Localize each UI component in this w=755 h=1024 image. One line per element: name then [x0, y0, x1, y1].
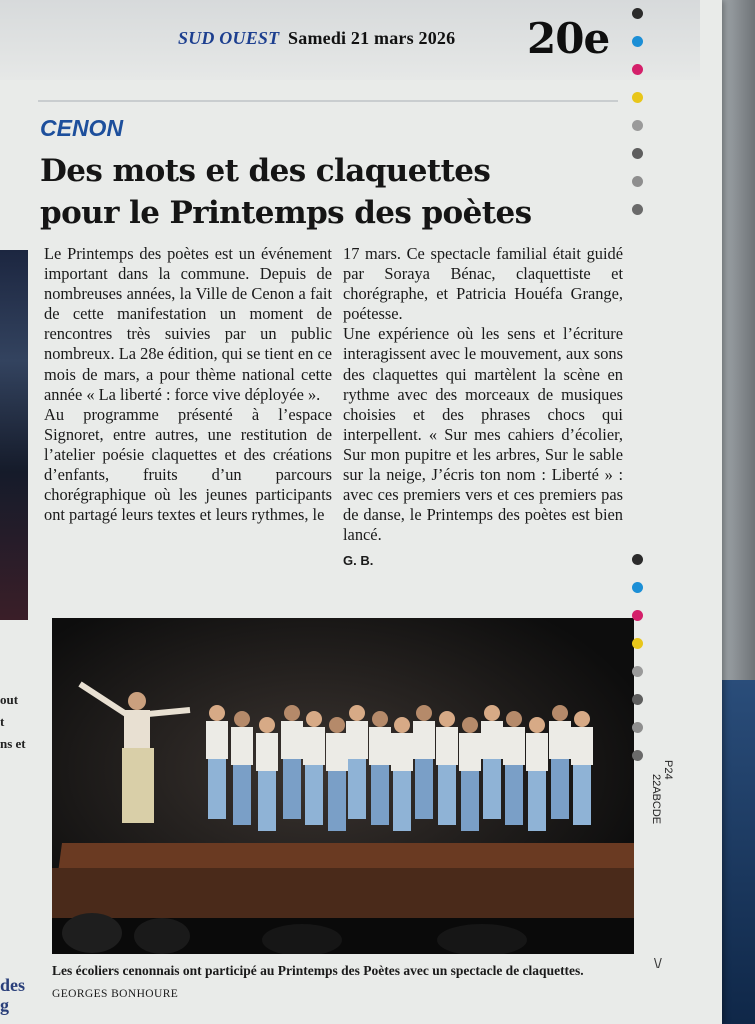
performer-child [346, 705, 368, 819]
register-dot [632, 204, 643, 215]
performer-child [303, 711, 325, 825]
paragraph: Le Printemps des poètes est un événement important dans la commune. Depuis de nombreuses années, la Ville de Cenon a fait de cette manifestation un moment de rencontres très suivies par un public nombreux. La 28e édition, qui se tient en ce mois de mars, a pour thème national cette année « La liberté : force vive déployée ». [44, 244, 332, 404]
byline: G. B. [343, 553, 374, 569]
register-dot [632, 554, 643, 565]
register-dot [632, 92, 643, 103]
adjacent-text-fragment: t [0, 714, 5, 729]
plate-codes [650, 760, 674, 824]
performer-child [369, 711, 391, 825]
adjacent-text-fragment: out [0, 692, 19, 707]
paper-name: SUD OUEST [178, 28, 280, 48]
register-dot [632, 638, 643, 649]
performer-child [481, 705, 503, 819]
register-dot [632, 120, 643, 131]
performer-child [256, 717, 278, 831]
performer-child [281, 705, 303, 819]
adjacent-text-fragment: ns et [0, 736, 26, 751]
register-dot [632, 36, 643, 47]
register-dots-bottom [632, 554, 643, 778]
page-number: 20e [527, 14, 610, 63]
performer-child [549, 705, 571, 819]
stage-photo [52, 618, 634, 954]
article-column-2 [343, 244, 623, 572]
performer-child [459, 717, 481, 831]
adjacent-text-fragment: des [0, 975, 26, 995]
performer-child [436, 711, 458, 825]
masthead [178, 28, 455, 49]
performer-child [413, 705, 435, 819]
paragraph: Au programme présenté à l’espace Signoret, entre autres, une restitution de l’atelier poésie claquettes et des créations d’enfants, fruits d’un parcours chorégraphique où les jeunes participants ont partagé leurs textes et leurs rythmes, le [44, 404, 332, 525]
article-column-1 [44, 244, 332, 525]
headline-line-1: Des mots et des claquettes [40, 153, 491, 189]
adjacent-text-fragment: g [0, 995, 9, 1015]
register-dots-top [632, 8, 643, 232]
register-dot [632, 582, 643, 593]
register-dot [632, 176, 643, 187]
paragraph: Une expérience où les sens et l’écriture interagissent avec le mouvement, aux sons des claquettes qui martèlent la scène en rythme avec des morceaux de musiques choisies et des phrases chocs qui interpellent. « Sur mes cahiers d’écolier, Sur mon pupitre et les arbres, Sur le sable sur la neige, J’écris ton nom : Liberté » : avec ces premiers vers et ces premiers pas de danse, le Printemps des poètes est bien lancé. [343, 324, 623, 545]
adjacent-article-photo [0, 250, 28, 620]
photo-caption [52, 960, 622, 1005]
paragraph: 17 mars. Ce spectacle familial était guidé par Soraya Bénac, claquettiste et chorégraphe, et Patricia Houéfa Grange, poétesse. [343, 244, 623, 324]
register-dot [632, 694, 643, 705]
photo-credit: GEORGES BONHOURE [52, 988, 179, 1000]
plate-code: 22ABCDE [650, 774, 662, 825]
register-dot [632, 722, 643, 733]
crop-mark: \/ [654, 955, 662, 971]
headline-line-2: pour le Printemps des poètes [40, 195, 532, 231]
performer-child [326, 717, 348, 831]
register-dot [632, 610, 643, 621]
caption-text: Les écoliers cenonnais ont participé au Printemps des Poètes avec un spectacle de claquettes. [52, 963, 584, 978]
performer-child [571, 711, 593, 825]
register-dot [632, 64, 643, 75]
page-code: P24 [662, 760, 674, 780]
performer-child [231, 711, 253, 825]
register-dot [632, 148, 643, 159]
register-dot [632, 750, 643, 761]
section-rule [38, 100, 618, 102]
performer-child [391, 717, 413, 831]
register-dot [632, 8, 643, 19]
performer-child [503, 711, 525, 825]
performer-child [526, 717, 548, 831]
article-headline [40, 150, 640, 234]
performer-child [206, 705, 228, 819]
stage-photo-image [52, 618, 634, 954]
article-kicker: CENON [40, 115, 124, 141]
register-dot [632, 666, 643, 677]
issue-date: Samedi 21 mars 2026 [288, 28, 456, 48]
